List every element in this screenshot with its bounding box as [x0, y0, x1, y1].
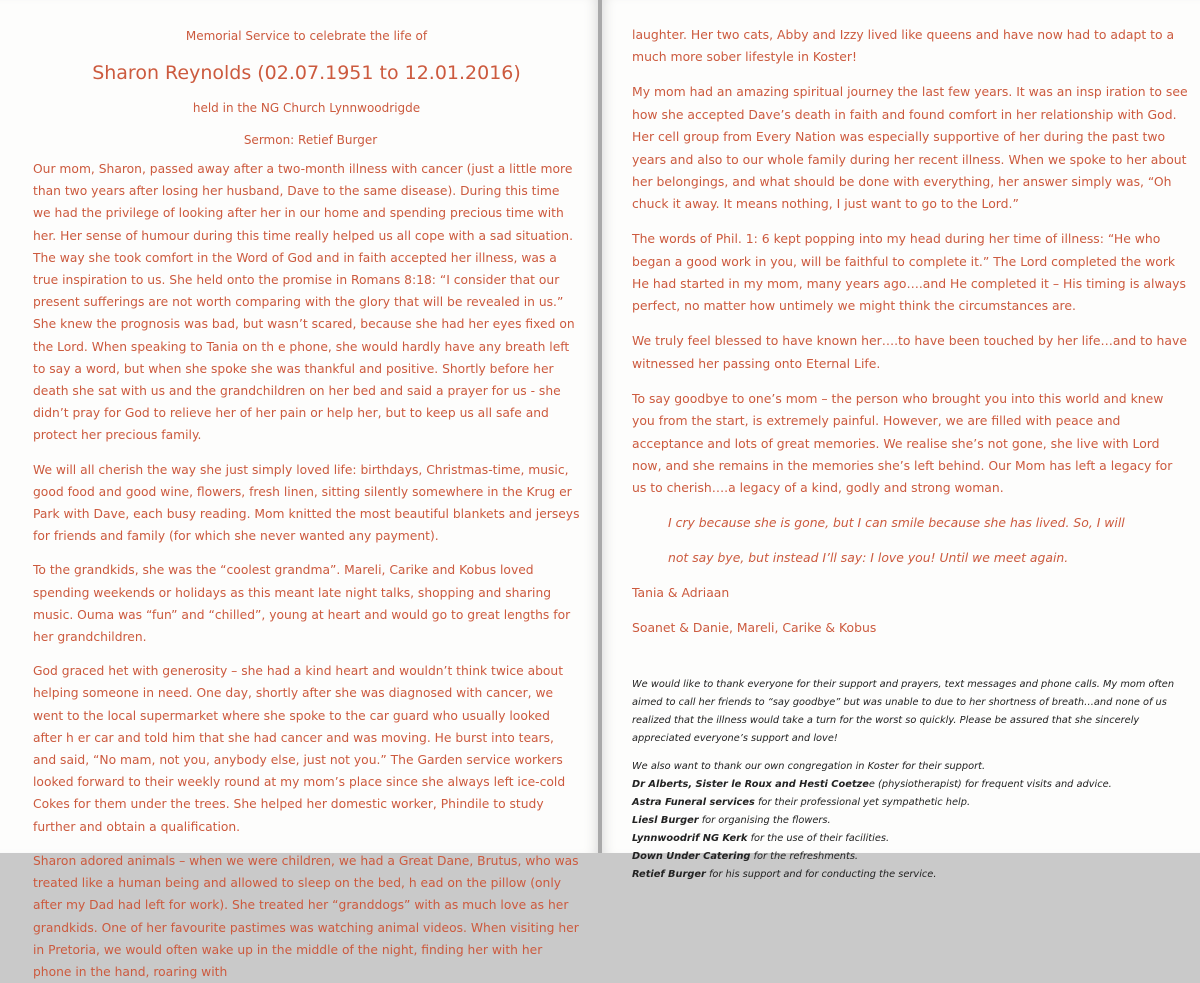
acknowledgement-line — [632, 866, 1190, 884]
closing-quote-line: not say bye, but instead I’ll say: I love you! Until we meet again. — [668, 550, 1069, 566]
acknowledgement-name: Down Under Catering — [632, 851, 751, 863]
tribute-paragraph: We truly feel blessed to have known her….to have been touched by her life…and to have witnessed her passing onto Eternal Life. — [632, 333, 1187, 371]
congregation-thanks: We also want to thank our own congregation in Koster for their support. — [632, 761, 986, 773]
signature: Tania & Adriaan — [632, 585, 730, 601]
acknowledgement-line — [632, 776, 1190, 794]
signature: Soanet & Danie, Mareli, Carike & Kobus — [632, 619, 877, 635]
acknowledgement-line — [632, 848, 1190, 866]
tribute-paragraph: God graced het with generosity – she had a kind heart and wouldn’t think twice about helping someone in need. One day, shortly after she was diagnosed with cancer, we went to the local supermarket where she spoke to the car guard who usually looked after h er car and told him that she had cancer and was moving. He burst into tears, and said, “No mam, not you, anybody else, just not you.” The Garden service workers looked forward to their weekly round at my mom’s place since she always left ice-cold Cokes for them under the trees. She helped her domestic worker, Phindile to study further and obtain a qualification. — [33, 664, 566, 834]
acknowledgement-text: for the use of their facilities. — [747, 833, 890, 845]
acknowledgement-name: Astra Funeral services — [632, 797, 755, 809]
acknowledgement-line — [632, 794, 1190, 812]
page-title: Sharon Reynolds (02.07.1951 to 12.01.2016) — [92, 62, 521, 84]
thanks-paragraph: We would like to thank everyone for their support and prayers, text messages and phone calls. My mom often aimed to call her friends to “say goodbye” but was unable to due to her shortness of breath…and none of us realized that the illness would take a turn for the worst so quickly. Please be assured that she sincerely appreciated everyone’s support and love! — [632, 679, 1175, 745]
left-page — [0, 0, 598, 979]
tribute-paragraph: My mom had an amazing spiritual journey the last few years. It was an insp iration to see how she accepted Dave’s death in faith and found comfort in her relationship with God. Her cell group from Every Nation was especially supportive of her during the past two years and also to our whole family during her recent illness. When we spoke to her about her belongings, and what should be done with everything, her answer simply was, “Oh chuck it away. It means nothing, I just want to go to the Lord.” — [632, 84, 1188, 212]
tribute-paragraph: laughter. Her two cats, Abby and Izzy lived like queens and have now had to adapt to a much more sober lifestyle in Koster! — [632, 27, 1175, 65]
tribute-paragraph: We will all cherish the way she just simply loved life: birthdays, Christmas-time, music, good food and good wine, flowers, fresh linen, sitting silently somewhere in the Krug er Park with Dave, each busy reading. Mom knitted the most beautiful blankets and jerseys for friends and family (for which she never wanted any payment). — [33, 462, 580, 544]
acknowledgement-text: e (physiotherapist) for frequent visits and advice. — [868, 779, 1112, 791]
church-location: held in the NG Church Lynnwoodrigde — [192, 101, 421, 115]
tribute-paragraph: To the grandkids, she was the “coolest grandma”. Mareli, Carike and Kobus loved spending weekends or holidays as this meant late night talks, shopping and sharing music. Ouma was “fun” and “chilled”, young at heart and would go to great lengths for her grandchildren. — [33, 563, 571, 645]
acknowledgements-section — [632, 758, 1190, 884]
acknowledgement-line — [632, 830, 1190, 848]
sermon-credit — [33, 132, 580, 148]
acknowledgement-text: for their professional yet sympathetic help. — [754, 797, 971, 809]
closing-quote-line: I cry because she is gone, but I can smile because she has lived. So, I will — [668, 515, 1125, 531]
tribute-paragraph: Our mom, Sharon, passed away after a two-month illness with cancer (just a little more than two years after losing her husband, Dave to the same disease). During this time we had the privilege of looking after her in our home and spending precious time with her. Her sense of humour during this time really helped us all cope with a sad situation. The way she took comfort in the Word of God and in faith accepted her illness, was a true inspiration to us. She held onto the promise in Romans 8:18: “I consider that our present sufferings are not worth comparing with the glory that will be revealed in us.” She knew the prognosis was bad, but wasn’t scared, because she had her eyes fixed on the Lord. When speaking to Tania on th e phone, she would hardly have any breath left to say a word, but when she spoke she was thankful and positive. Shortly before her death she sat with us and the grandchildren on her bed and said a prayer for us - she didn’t pray for God to relieve her of her pain or help her, but to keep us all safe and protect her precious family. — [33, 162, 575, 443]
acknowledgement-name: Retief Burger — [632, 869, 706, 881]
thanks-section — [632, 676, 1190, 748]
acknowledgement-name: Lynnwoodrif NG Kerk — [632, 833, 748, 845]
acknowledgement-text: for the refreshments. — [750, 851, 859, 863]
tribute-paragraph: To say goodbye to one’s mom – the person who brought you into this world and knew you from the start, is extremely painful. However, we are filled with peace and acceptance and lots of great memories. We realise she’s not gone, she live with Lord now, and she remains in the memories she’s left behind. Our Mom has left a legacy for us to cherish….a legacy of a kind, godly and strong woman. — [632, 390, 1173, 496]
acknowledgement-text: for organising the flowers. — [698, 815, 831, 827]
acknowledgement-name: Dr Alberts, Sister le Roux and Hesti Coetze — [632, 779, 869, 791]
acknowledgement-text: for his support and for conducting the service. — [705, 869, 937, 881]
acknowledgement-line — [632, 812, 1190, 830]
tribute-paragraph: The words of Phil. 1: 6 kept popping into my head during her time of illness: “He who began a good work in you, will be faithful to complete it.” The Lord completed the work He had started in my mom, many years ago….and He completed it – His timing is always perfect, no matter how untimely we might think the circumstances are. — [632, 231, 1186, 314]
service-intro: Memorial Service to celebrate the life of — [185, 29, 428, 43]
tribute-paragraph: Sharon adored animals – when we were children, we had a Great Dane, Brutus, who was treated like a human being and allowed to sleep on the bed, h ead on the pillow (only after my Dad had left for work). She treated her “granddogs” with as much love as her grandkids. One of her favourite pastimes was watching animal videos. When visiting her in Pretoria, we would often wake up in the middle of the night, finding her with her phone in the hand, roaring with — [33, 853, 579, 979]
acknowledgement-name: Liesl Burger — [632, 815, 699, 827]
sermon-credit-text: Sermon: Retief Burger — [243, 133, 378, 147]
right-page — [602, 0, 1200, 881]
